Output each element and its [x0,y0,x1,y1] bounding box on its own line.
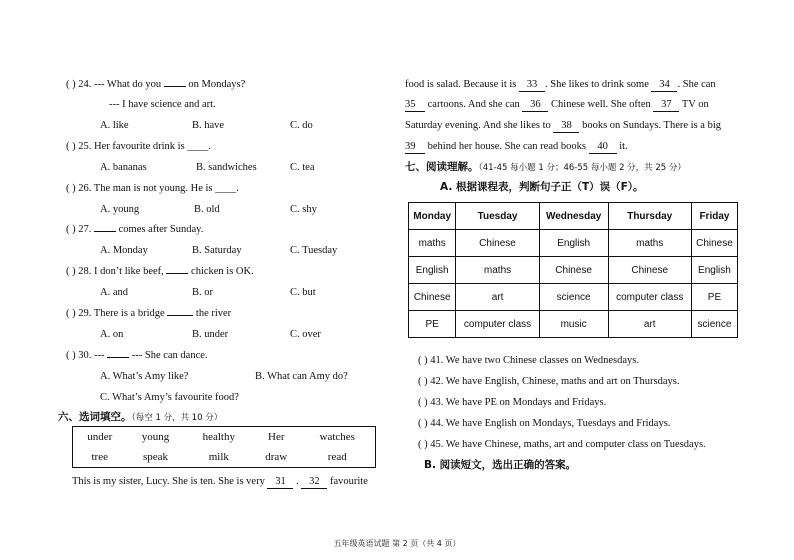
word: under [87,431,113,443]
passage-line: 39 behind her house. She can read books 40 it. [405,141,628,152]
option-b: B. old [194,204,220,215]
subject-cell: maths [608,230,691,257]
word: tree [91,451,108,463]
part-a-heading: A. 根据课程表，判断句子正（T）误（F）。 [440,181,644,193]
word-row [73,447,376,468]
question-25: ( ) 25. Her favourite drink is ____. [66,141,211,152]
timetable-header-row [409,203,738,230]
question-26: ( ) 26. The man is not young. He is ____. [66,183,239,194]
blank [94,231,116,232]
word: young [141,431,170,443]
timetable [408,202,738,338]
option-a: A. What’s Amy like? [100,371,189,382]
option-b: B. have [192,120,225,131]
option-a: A. on [100,329,124,340]
word: healthy [202,431,235,443]
option-c: C. over [290,329,321,340]
timetable-row [409,230,738,257]
word: Her [268,431,285,443]
option-c: C. tea [290,162,315,173]
blank-39: 39 [405,140,425,154]
word: draw [265,451,288,463]
word: watches [319,431,355,443]
subject-cell: Chinese [691,230,737,257]
blank [164,86,186,87]
day-header: Wednesday [539,203,608,230]
tf-question-43: ( ) 43. We have PE on Mondays and Fridays. [418,397,607,408]
option-b: B. under [192,329,229,340]
blank [166,273,188,274]
section-6-heading: 六、选词填空。（每空 1 分，共 10 分） [58,411,223,423]
question-29: ( ) 29. There is a bridge the river [66,308,232,319]
option-a: A. like [100,120,129,131]
subject-cell: maths [456,257,539,284]
word-box [72,426,376,468]
blank [107,357,129,358]
option-b: B. sandwiches [196,162,257,173]
tf-question-41: ( ) 41. We have two Chinese classes on Wednesdays. [418,355,639,366]
passage-line: 35 cartoons. And she can 36 Chinese well. She often 37 TV on [405,99,709,110]
subject-cell: Chinese [608,257,691,284]
subject-cell: English [539,230,608,257]
timetable-row [409,311,738,338]
subject-cell: Chinese [456,230,539,257]
option-c: C. Tuesday [290,245,338,256]
blank-35: 35 [405,98,425,112]
timetable-row [409,284,738,311]
subject-cell: Chinese [409,284,456,311]
blank-36: 36 [522,98,548,112]
word: speak [143,451,169,463]
question-27: ( ) 27. comes after Sunday. [66,224,204,235]
passage-line: food is salad. Because it is 33 . She likes to drink some 34 . She can [405,79,716,90]
blank-32: 32 [301,475,327,489]
option-c: C. shy [290,204,317,215]
page-footer: 五年级英语试题 第 2 页（共 4 页） [333,539,461,548]
day-header: Thursday [608,203,691,230]
option-a: A. young [100,204,140,215]
question-24: ( ) 24. --- What do you on Mondays? [66,79,246,90]
subject-cell: science [539,284,608,311]
option-c: C. but [290,287,316,298]
subject-cell: computer class [456,311,539,338]
option-a: A. Monday [100,245,148,256]
tf-question-42: ( ) 42. We have English, Chinese, maths and art on Thursdays. [418,376,680,387]
word-row [73,427,376,448]
subject-cell: art [608,311,691,338]
section-7-heading: 七、阅读理解。（41-45 每小题 1 分；46-55 每小题 2 分，共 25 分） [405,161,686,173]
blank-34: 34 [651,78,677,92]
day-header: Monday [409,203,456,230]
option-c: C. do [290,120,313,131]
subject-cell: maths [409,230,456,257]
subject-cell: English [409,257,456,284]
answer-line: --- I have science and art. [109,99,216,110]
question-28: ( ) 28. I don’t like beef, chicken is OK. [66,266,254,277]
option-a: A. bananas [100,162,147,173]
subject-cell: art [456,284,539,311]
timetable-row [409,257,738,284]
word: milk [208,451,229,463]
option-b: B. Saturday [192,245,242,256]
option-b: B. What can Amy do? [255,371,348,382]
tf-question-44: ( ) 44. We have English on Mondays, Tuesdays and Fridays. [418,418,671,429]
blank [167,315,193,316]
blank-40: 40 [589,140,617,154]
subject-cell: PE [409,311,456,338]
subject-cell: PE [691,284,737,311]
subject-cell: Chinese [539,257,608,284]
part-b-heading: B. 阅读短文，选出正确的答案。 [424,459,577,471]
tf-question-45: ( ) 45. We have Chinese, maths, art and computer class on Tuesdays. [418,439,706,450]
subject-cell: English [691,257,737,284]
blank-33: 33 [519,78,545,92]
option-b: B. or [192,287,213,298]
option-a: A. and [100,287,128,298]
day-header: Tuesday [456,203,539,230]
blank-37: 37 [653,98,679,112]
word: read [327,451,347,463]
day-header: Friday [691,203,737,230]
subject-cell: music [539,311,608,338]
passage-line: Saturday evening. And she likes to 38 books on Sundays. There is a big [405,120,721,131]
blank-38: 38 [553,119,579,133]
subject-cell: science [691,311,737,338]
question-30: ( ) 30. --- --- She can dance. [66,350,208,361]
blank-31: 31 [267,475,293,489]
passage-line: This is my sister, Lucy. She is ten. She is very 31 . 32 favourite [72,476,368,487]
option-c: C. What’s Amy’s favourite food? [100,392,239,403]
subject-cell: computer class [608,284,691,311]
